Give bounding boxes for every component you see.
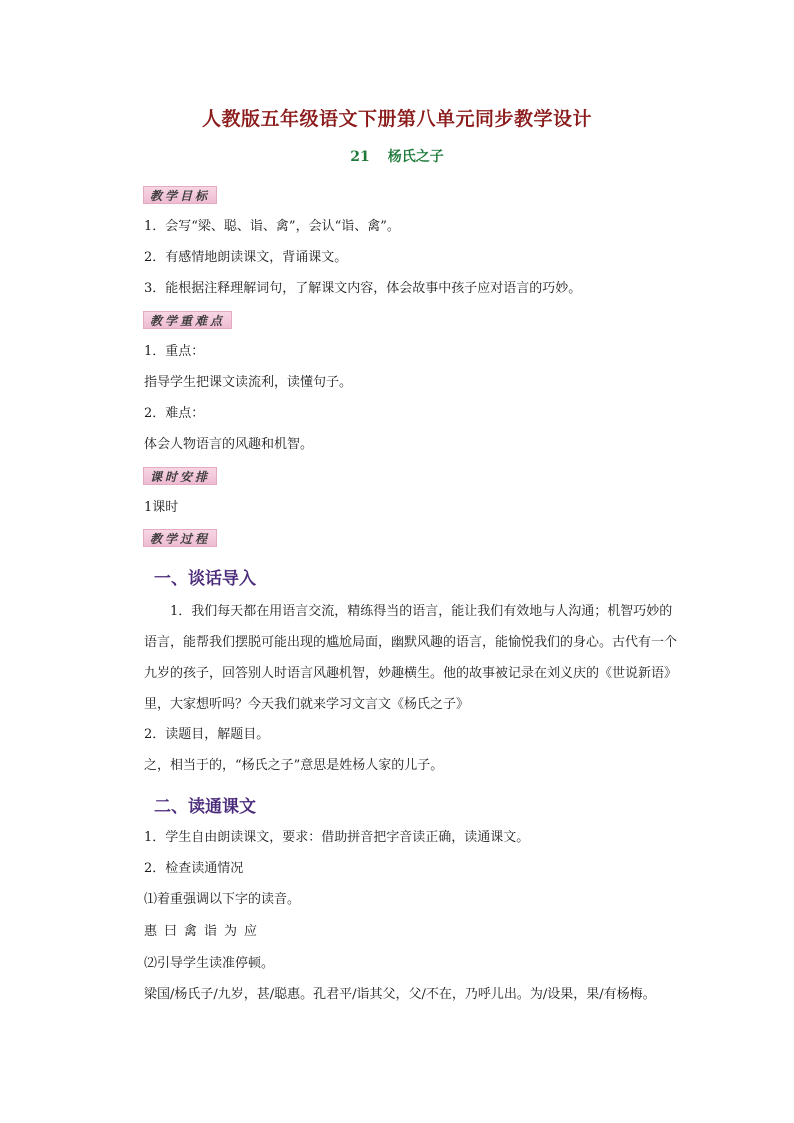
lesson-number: 21 [350,149,370,165]
difficulty-text: 体会人物语言的风趣和机智。 [144,437,314,452]
read-item-2: 2．检查读通情况 [144,861,244,876]
intro-item-2: 2．读题目，解题目。 [144,727,270,742]
schedule-tag: 课时安排 [143,467,217,485]
goal-item-2: 2．有感情地朗读课文，背诵课文。 [144,250,348,265]
intro-item-2-text: 之，相当于的，“杨氏之子”意思是姓杨人家的儿子。 [144,758,444,773]
read-sub-1: ⑴着重强调以下字的读音。 [144,892,301,907]
pause-text: 梁国/杨氏子/九岁，甚/聪惠。孔君平/诣其父，父/不在，乃呼儿出。为/设果，果/有杨梅。 [144,987,656,1002]
lesson-name: 杨氏之子 [387,149,444,165]
schedule-text: 1课时 [144,500,179,515]
read-sub-2: ⑵引导学生读准停顿。 [144,956,275,971]
key-points-tag: 教学重难点 [143,311,232,329]
focus-label: 1．重点： [144,344,205,359]
difficulty-label: 2．难点： [144,406,205,421]
document-title: 人教版五年级语文下册第八单元同步教学设计 [201,108,592,130]
lesson-title [0,146,794,166]
goal-item-3: 3．能根据注释理解词句，了解课文内容，体会故事中孩子应对语言的巧妙。 [144,281,582,296]
intro-paragraph: 1．我们每天都在用语言交流，精练得当的语言，能让我们有效地与人沟通；机智巧妙的语言，能帮我们摆脱可能出现的尴尬局面，幽默风趣的语言，能愉悦我们的身心。古代有一个九岁的孩子，回答别人时语言风趣机智，妙趣横生。他的故事被记录在刘义庆的《世说新语》里，大家想听吗？今天我们就来学习文言文《杨氏之子》 [144,604,678,712]
pronunciation-chars: 惠曰禽诣为应 [144,924,265,939]
section-heading-1: 一、谈话导入 [154,569,256,589]
teaching-goals-tag: 教学目标 [143,186,217,204]
process-tag: 教学过程 [143,529,217,547]
read-item-1: 1．学生自由朗读课文，要求：借助拼音把字音读正确，读通课文。 [144,830,530,845]
focus-text: 指导学生把课文读流利，读懂句子。 [144,375,353,390]
section-heading-2: 二、读通课文 [154,797,256,817]
goal-item-1: 1．会写“梁、聪、诣、禽”，会认“诣、禽”。 [144,219,400,234]
